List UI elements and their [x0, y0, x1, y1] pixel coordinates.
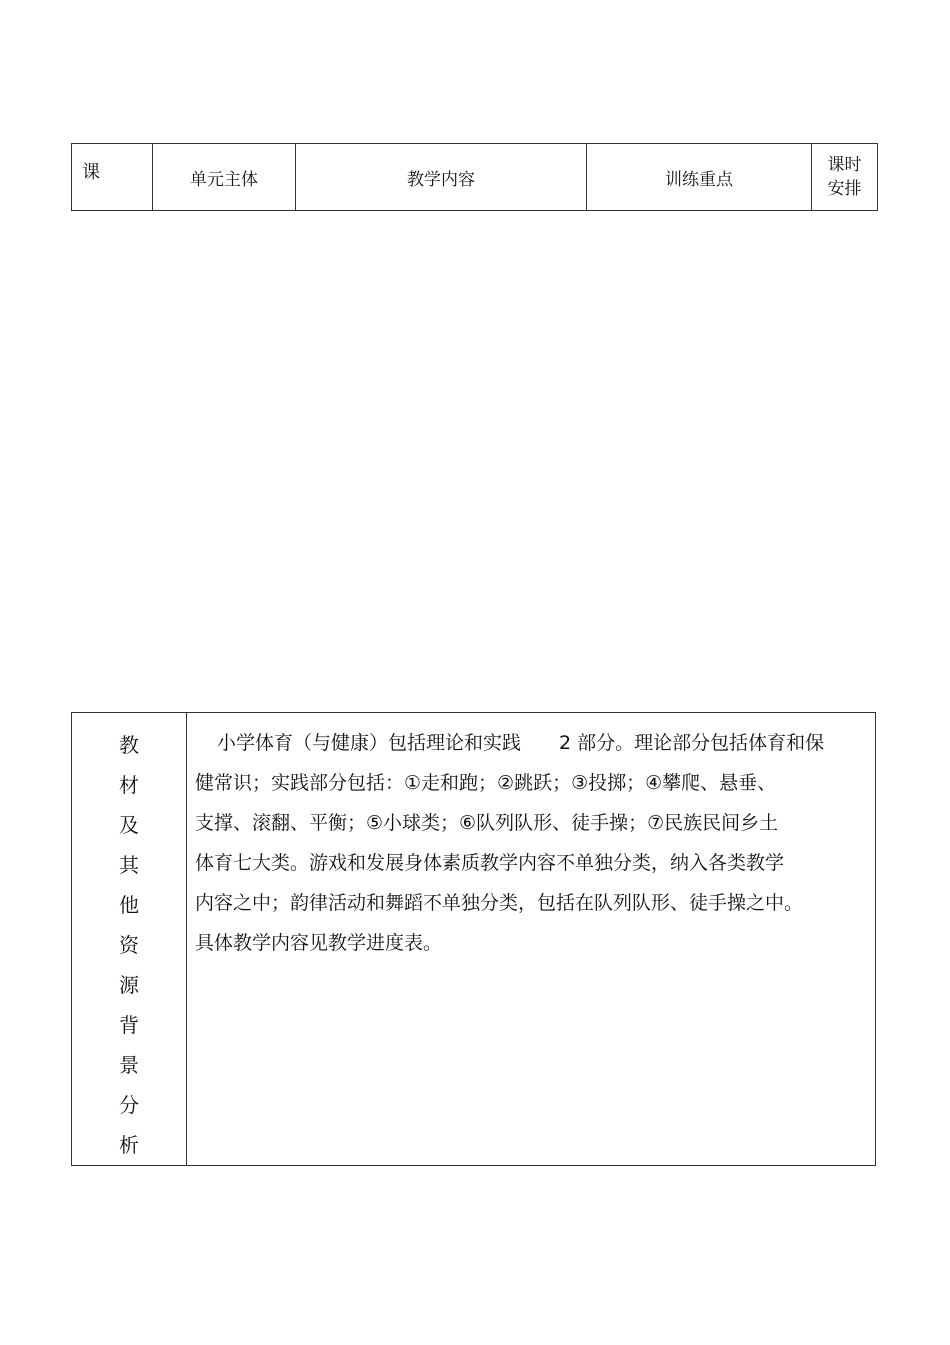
analysis-line: 小学体育（与健康）包括理论和实践 2 部分。理论部分包括体育和保: [217, 732, 825, 754]
label-char: 及: [119, 813, 139, 837]
analysis-content-cell: [187, 713, 876, 1166]
analysis-line: 支撑、滚翻、平衡；⑤小球类；⑥队列队形、徒手操；⑦民族民间乡土: [195, 812, 779, 834]
course-header-table: [71, 143, 878, 211]
header-hours-line2: 安排: [827, 179, 862, 199]
label-char: 分: [119, 1093, 139, 1117]
label-char: 教: [119, 733, 139, 757]
header-hours-arrangement: [812, 144, 878, 211]
analysis-row: [72, 713, 876, 1166]
label-char: 源: [119, 973, 139, 997]
header-row: [72, 144, 878, 211]
analysis-vertical-label: [72, 713, 186, 1165]
analysis-line: 体育七大类。游戏和发展身体素质教学内容不单独分类，纳入各类教学: [195, 852, 785, 874]
material-analysis-table: [71, 712, 876, 1166]
analysis-paragraph: [187, 713, 875, 963]
header-hours-line1: 课时: [827, 155, 862, 175]
label-char: 他: [119, 893, 139, 917]
analysis-line: 内容之中；韵律活动和舞蹈不单独分类，包括在队列队形、徒手操之中。: [195, 892, 804, 914]
header-unit-theme: 单元主体: [153, 144, 296, 211]
label-char: 析: [119, 1133, 139, 1157]
analysis-line: 具体教学内容见教学进度表。: [195, 932, 443, 954]
label-char: 景: [119, 1053, 139, 1077]
label-char: 其: [119, 853, 139, 877]
header-lesson: 课: [72, 144, 153, 211]
label-char: 背: [119, 1013, 139, 1037]
header-teaching-content: 教学内容: [296, 144, 587, 211]
analysis-label-cell: [72, 713, 187, 1166]
analysis-line: 健常识；实践部分包括：①走和跑；②跳跃；③投掷；④攀爬、悬垂、: [195, 772, 777, 794]
label-char: 资: [119, 933, 139, 957]
label-char: 材: [119, 773, 139, 797]
header-training-focus: 训练重点: [587, 144, 812, 211]
